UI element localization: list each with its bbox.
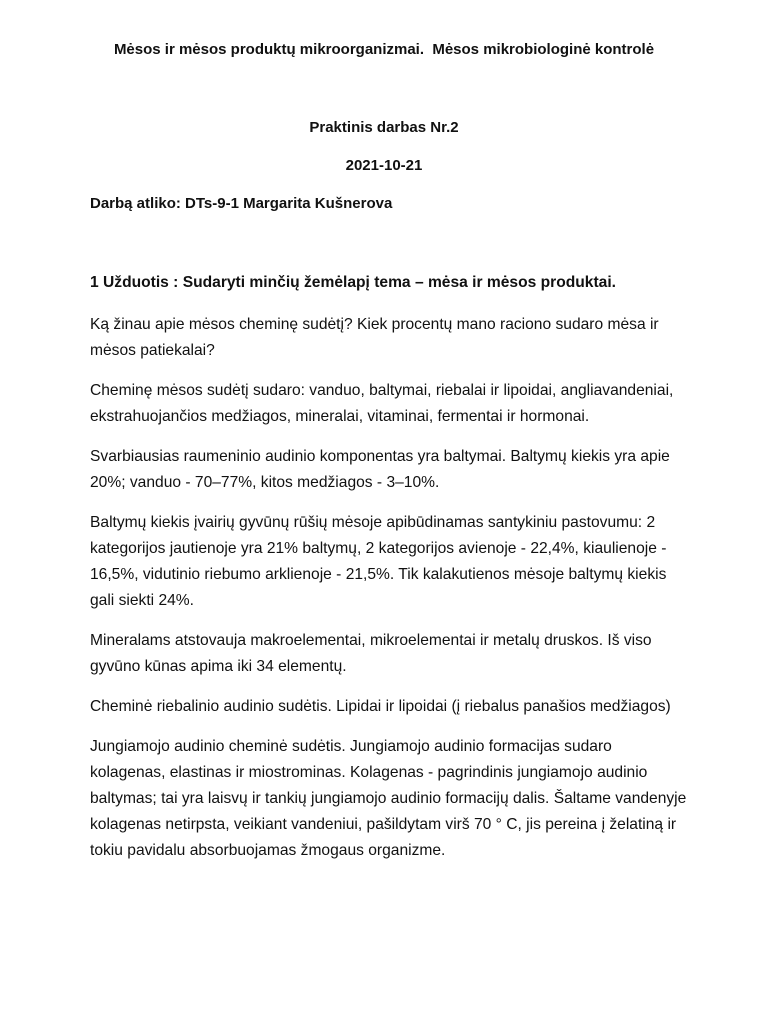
author-line: Darbą atliko: DTs-9-1 Margarita Kušnerova bbox=[90, 195, 393, 212]
work-title: Praktinis darbas Nr.2 bbox=[309, 119, 459, 136]
document-date: 2021-10-21 bbox=[345, 157, 423, 174]
paragraph: Mineralams atstovauja makroelementai, mikroelementai ir metalų druskos. Iš viso gyvūno kūnas apima iki 34 elementų. bbox=[90, 632, 652, 675]
document-title: Mėsos ir mėsos produktų mikroorganizmai. Mėsos mikrobiologinė kontrolė bbox=[113, 41, 655, 58]
paragraph: Ką žinau apie mėsos cheminę sudėtį? Kiek procentų mano raciono sudaro mėsa ir mėsos patiekalai? bbox=[90, 316, 659, 359]
document-body bbox=[90, 270, 690, 878]
paragraph: Cheminė riebalinio audinio sudėtis. Lipidai ir lipoidai (į riebalus panašios medžiagos) bbox=[90, 698, 671, 715]
paragraph: Baltymų kiekis įvairių gyvūnų rūšių mėsoje apibūdinamas santykiniu pastovumu: 2 kategorijos jautienoje yra 21% baltymų, 2 kategorijos avienoje - 22,4%, kiaulienoje - 16,5%, vidutinio riebumo arklienoje - 21,5%. Tik kalakutienos mėsoje baltymų kiekis gali siekti 24%. bbox=[90, 514, 667, 609]
task-heading: 1 Užduotis : Sudaryti minčių žemėlapį tema – mėsa ir mėsos produktai. bbox=[90, 274, 617, 291]
paragraph: Cheminę mėsos sudėtį sudaro: vanduo, baltymai, riebalai ir lipoidai, angliavandeniai, ekstrahuojančios medžiagos, mineralai, vitaminai, fermentai ir hormonai. bbox=[90, 382, 674, 425]
paragraph: Svarbiausias raumeninio audinio komponentas yra baltymai. Baltymų kiekis yra apie 20%; vanduo - 70–77%, kitos medžiagos - 3–10%. bbox=[90, 448, 670, 491]
paragraph: Jungiamojo audinio cheminė sudėtis. Jungiamojo audinio formacijas sudaro kolagenas, elastinas ir miostrominas. Kolagenas - pagrindinis jungiamojo audinio baltymas; tai yra laisvų ir tankių jungiamojo audinio formacijų dalis. Šaltame vandenyje kolagenas netirpsta, veikiant vandeniui, pašildytam virš 70 ° C, jis pereina į želatiną ir tokiu pavidalu absorbuojamas žmogaus organizme. bbox=[90, 738, 687, 859]
